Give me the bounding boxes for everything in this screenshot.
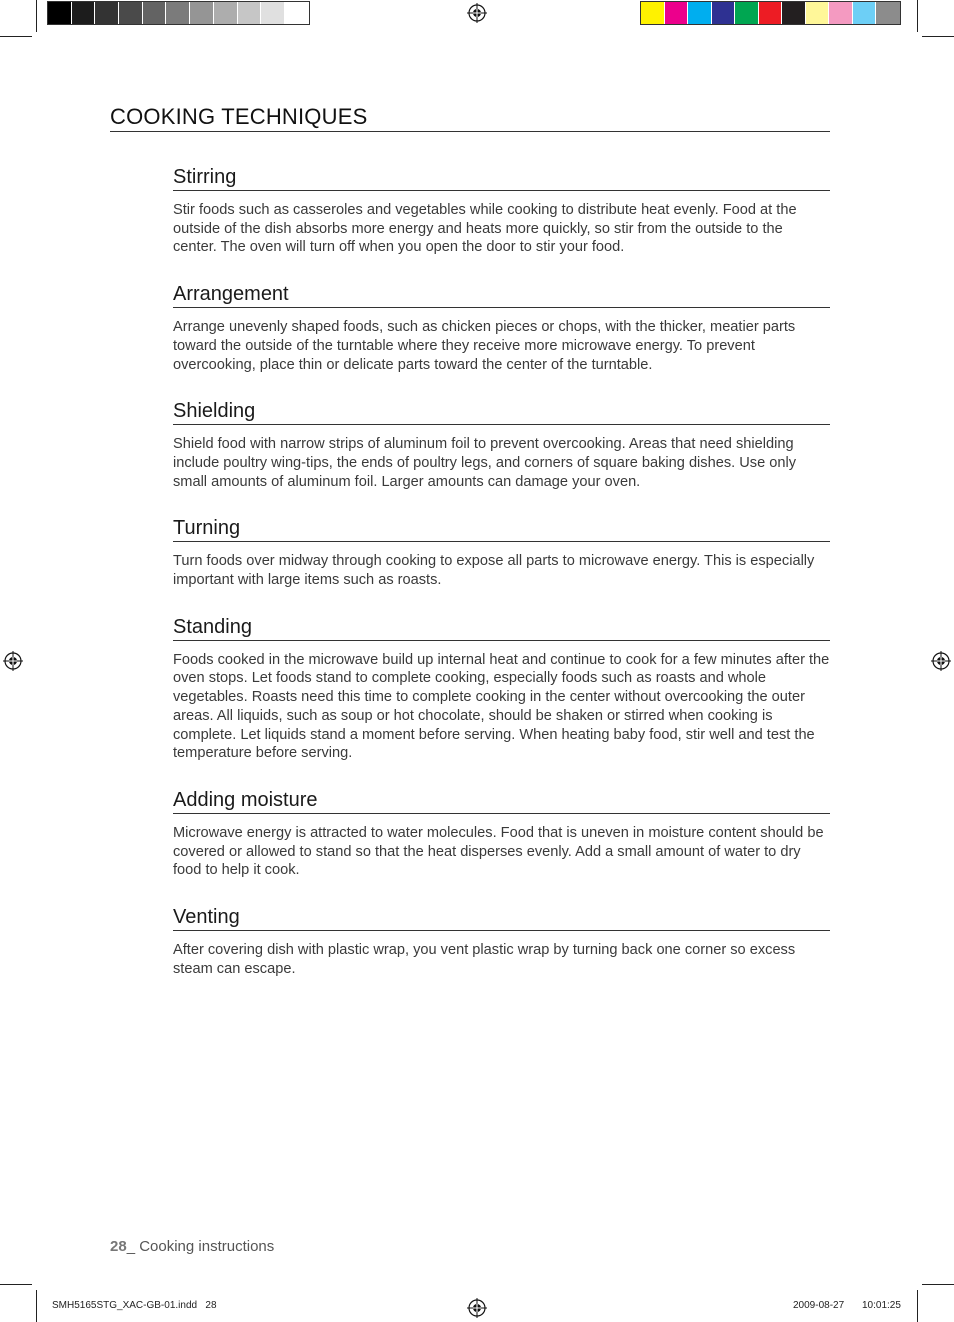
color-swatch: [261, 2, 285, 24]
page-number: 28: [110, 1238, 127, 1255]
page-title: COOKING TECHNIQUES: [110, 104, 830, 132]
section-text: After covering dish with plastic wrap, you vent plastic wrap by turning back one corner so excess steam can escape.: [173, 942, 796, 977]
footer-separator: _: [126, 1238, 140, 1255]
color-swatch: [190, 2, 214, 24]
color-swatch: [72, 2, 96, 24]
color-swatch: [759, 2, 783, 24]
crop-mark-bl-v: [36, 1290, 37, 1322]
color-swatch: [214, 2, 238, 24]
section-heading: Turning: [173, 516, 830, 542]
crop-mark-tr-h: [922, 36, 954, 37]
process-color-bar: [640, 1, 901, 25]
section-standing: [173, 615, 830, 763]
section-text: Turn foods over midway through cooking to expose all parts to microwave energy. This is especially important with large items such as roasts.: [173, 553, 815, 589]
section-text: Stir foods such as casseroles and vegetables while cooking to distribute heat evenly. Food at the outside of the dish absorbs more energy and heats more quickly, so stir from the outside to the center. The oven will turn off when you open the door to stir your food.: [173, 202, 797, 256]
color-swatch: [829, 2, 853, 24]
crop-mark-bl-h: [0, 1284, 32, 1285]
crop-mark-br-v: [917, 1290, 918, 1322]
color-swatch: [853, 2, 877, 24]
crop-mark-tl-v: [36, 0, 37, 32]
color-swatch: [48, 2, 72, 24]
color-swatch: [665, 2, 689, 24]
slug-date: 2009-08-27: [793, 1300, 845, 1311]
sections-container: [173, 165, 830, 978]
color-swatch: [876, 2, 900, 24]
section-text: Foods cooked in the microwave build up internal heat and continue to cook for a few minutes after the oven stops. Let foods stand to complete cooking, especially foods such as roasts and whole vegetables. Roasts need this time to complete cooking in the center without overcooking the outer areas. All liquids, such as soup or hot chocolate, should be shaken or stirred when cooking is complete. Let liquids stand a moment before serving. When heating baby food, stir well and test the temperature before serving.: [173, 651, 830, 762]
section-shielding: [173, 399, 830, 491]
section-arrangement: [173, 282, 830, 374]
color-swatch: [95, 2, 119, 24]
section-heading: Adding moisture: [173, 788, 830, 814]
color-swatch: [688, 2, 712, 24]
color-swatch: [119, 2, 143, 24]
footer-label: Cooking instructions: [139, 1238, 275, 1255]
section-heading: Arrangement: [173, 282, 830, 308]
registration-mark-icon: [467, 3, 487, 23]
color-swatch: [641, 2, 665, 24]
registration-mark-icon: [3, 651, 23, 671]
section-turning: [173, 516, 830, 589]
crop-mark-tr-v: [917, 0, 918, 32]
section-heading: Shielding: [173, 399, 830, 425]
section-heading: Standing: [173, 615, 830, 641]
color-swatch: [806, 2, 830, 24]
section-stirring: [173, 165, 830, 257]
color-swatch: [166, 2, 190, 24]
section-text: Shield food with narrow strips of aluminum foil to prevent overcooking. Areas that need shielding include poultry wing-tips, the ends of poultry legs, and corners of square baking dishes. Use only small amounts of aluminum foil. Larger amounts can damage your oven.: [173, 436, 797, 490]
section-heading: Stirring: [173, 165, 830, 191]
color-swatch: [238, 2, 262, 24]
registration-mark-icon: [931, 651, 951, 671]
slug-filename: SMH5165STG_XAC-GB-01.indd 28: [52, 1300, 217, 1311]
color-swatch: [143, 2, 167, 24]
color-swatch: [285, 2, 309, 24]
color-swatch: [782, 2, 806, 24]
section-adding-moisture: [173, 788, 830, 880]
crop-mark-tl-h: [0, 36, 32, 37]
section-heading: Venting: [173, 905, 830, 931]
crop-mark-br-h: [922, 1284, 954, 1285]
section-venting: [173, 905, 830, 978]
section-text: Arrange unevenly shaped foods, such as chicken pieces or chops, with the thicker, meatier parts toward the outside of the turntable where they receive more microwave energy. To prevent overcooking, place thin or delicate parts toward the center of the turntable.: [173, 319, 796, 373]
registration-mark-icon: [467, 1298, 487, 1318]
section-text: Microwave energy is attracted to water molecules. Food that is uneven in moisture content should be covered or allowed to stand so that the heat disperses evenly. Add a small amount of water to dry food to help it cook.: [173, 824, 824, 879]
slug-time: 10:01:25: [862, 1300, 901, 1311]
color-swatch: [712, 2, 736, 24]
page-footer: [110, 1238, 274, 1255]
color-swatch: [735, 2, 759, 24]
grayscale-color-bar: [47, 1, 310, 25]
